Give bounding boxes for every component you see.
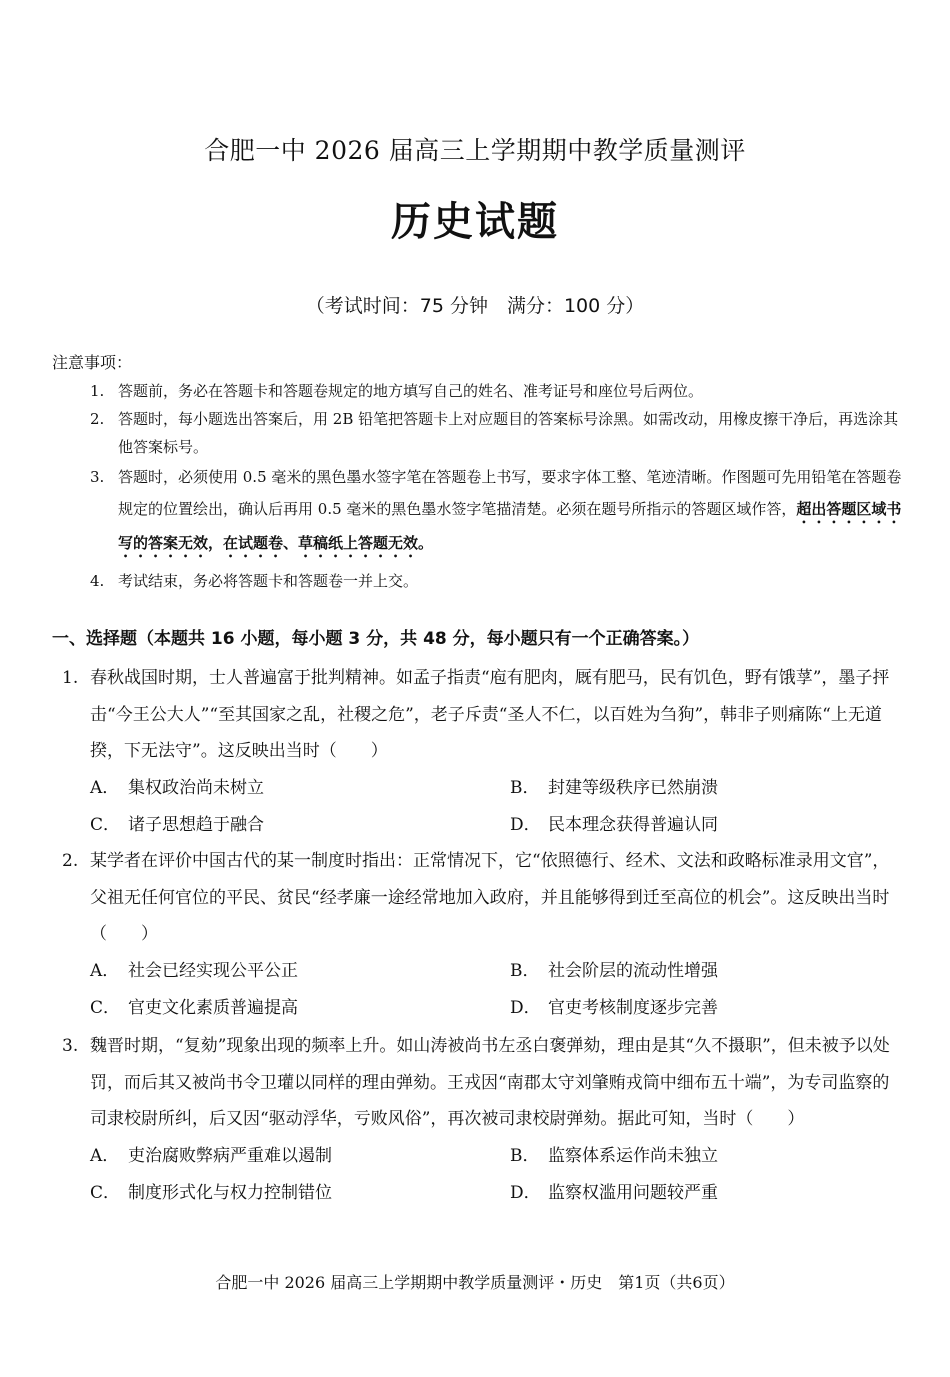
notice-item bbox=[90, 405, 905, 461]
option-d: D． 监察权滥用问题较严重 bbox=[510, 1182, 718, 1203]
notice-item-number: 1. bbox=[90, 382, 105, 400]
option-c: C． 诸子思想趋于融合 bbox=[90, 814, 264, 835]
question bbox=[62, 1028, 902, 1212]
notice-item-number: 4. bbox=[90, 572, 105, 590]
option-a: A． 吏治腐败弊病严重难以遏制 bbox=[90, 1145, 332, 1166]
section-heading: 一、选择题（本题共 16 小题，每小题 3 分，共 48 分，每小题只有一个正确答案。） bbox=[52, 629, 700, 649]
question-text: 魏晋时期，“复劾”现象出现的频率上升。如山涛被尚书左丞白褒弹劾，理由是其“久不摄职”，但未被予以处罚，而后其又被尚书令卫瓘以同样的理由弹劾。王戎因“南郡太守刘肇贿戎筒中细布五十端”，为专司监察的司隶校尉所纠，后又因“驱动浮华，亏败风俗”，再次被司隶校尉弹劾。据此可知，当时（ ） bbox=[90, 1036, 890, 1129]
option-b: B． 社会阶层的流动性增强 bbox=[510, 960, 718, 981]
question-number: 3. bbox=[62, 1036, 79, 1056]
question-stem bbox=[62, 1028, 902, 1138]
option-grid bbox=[62, 953, 902, 1027]
question bbox=[62, 660, 902, 844]
notice-item-number: 3. bbox=[90, 468, 105, 486]
page-footer: 合肥一中 2026 届高三上学期期中教学质量测评・历史 第1页（共6页） bbox=[215, 1273, 735, 1292]
option-b: B． 封建等级秩序已然崩溃 bbox=[510, 777, 718, 798]
question bbox=[62, 843, 902, 1027]
question-number: 2. bbox=[62, 851, 79, 871]
notice-item-emphasis: 超出答题区域书写的答案无效，在试题卷、草稿纸上答题无效。 bbox=[118, 500, 902, 552]
notice-item-text: 答题前，务必在答题卡和答题卷规定的地方填写自己的姓名、准考证号和座位号后两位。 bbox=[118, 382, 704, 400]
option-b: B． 监察体系运作尚未独立 bbox=[510, 1145, 718, 1166]
option-a: A． 集权政治尚未树立 bbox=[90, 777, 264, 798]
question-number: 1. bbox=[62, 668, 79, 688]
question-stem bbox=[62, 660, 902, 770]
notice-item-text: 考试结束，务必将答题卡和答题卷一并上交。 bbox=[118, 572, 419, 590]
option-c: C． 制度形式化与权力控制错位 bbox=[90, 1182, 332, 1203]
question-stem bbox=[62, 843, 902, 953]
exam-info: （考试时间：75 分钟 满分：100 分） bbox=[305, 295, 645, 317]
option-grid bbox=[62, 1138, 902, 1212]
notice-list bbox=[90, 377, 905, 595]
option-d: D． 官吏考核制度逐步完善 bbox=[510, 997, 718, 1018]
notice-item-text: 答题时，必须使用 0.5 毫米的黑色墨水签字笔在答题卷上书写，要求字体工整、笔迹清晰。作图题可先用铅笔在答题卷规定的位置绘出，确认后再用 0.5 毫米的黑色墨水签字笔描清楚。必须在题号所指示的答题区域作答， bbox=[118, 468, 902, 518]
notice-item bbox=[90, 567, 905, 595]
notice-item bbox=[90, 461, 905, 561]
notice-heading: 注意事项： bbox=[52, 353, 133, 372]
option-d: D． 民本理念获得普遍认同 bbox=[510, 814, 718, 835]
option-a: A． 社会已经实现公平公正 bbox=[90, 960, 298, 981]
question-text: 春秋战国时期，士人普遍富于批判精神。如孟子指责“庖有肥肉，厩有肥马，民有饥色，野有饿莩”，墨子抨击“今王公大人”“至其国家之乱，社稷之危”，老子斥责“圣人不仁，以百姓为刍狗”，韩非子则痛陈“上无道揆，下无法守”。这反映出当时（ ） bbox=[90, 668, 890, 761]
option-c: C． 官吏文化素质普遍提高 bbox=[90, 997, 298, 1018]
question-text: 某学者在评价中国古代的某一制度时指出：正常情况下，它“依照德行、经术、文法和政略标准录用文官”，父祖无任何官位的平民、贫民“经孝廉一途经常地加入政府，并且能够得到迁至高位的机会”。这反映出当时（ ） bbox=[90, 851, 890, 944]
notice-item-number: 2. bbox=[90, 410, 105, 428]
option-grid bbox=[62, 770, 902, 844]
subject-title: 历史试题 bbox=[391, 198, 559, 245]
notice-item-text: 答题时，每小题选出答案后，用 2B 铅笔把答题卡上对应题目的答案标号涂黑。如需改动，用橡皮擦干净后，再选涂其他答案标号。 bbox=[118, 410, 899, 456]
notice-item bbox=[90, 377, 905, 405]
exam-title: 合肥一中 2026 届高三上学期期中教学质量测评 bbox=[204, 136, 746, 165]
